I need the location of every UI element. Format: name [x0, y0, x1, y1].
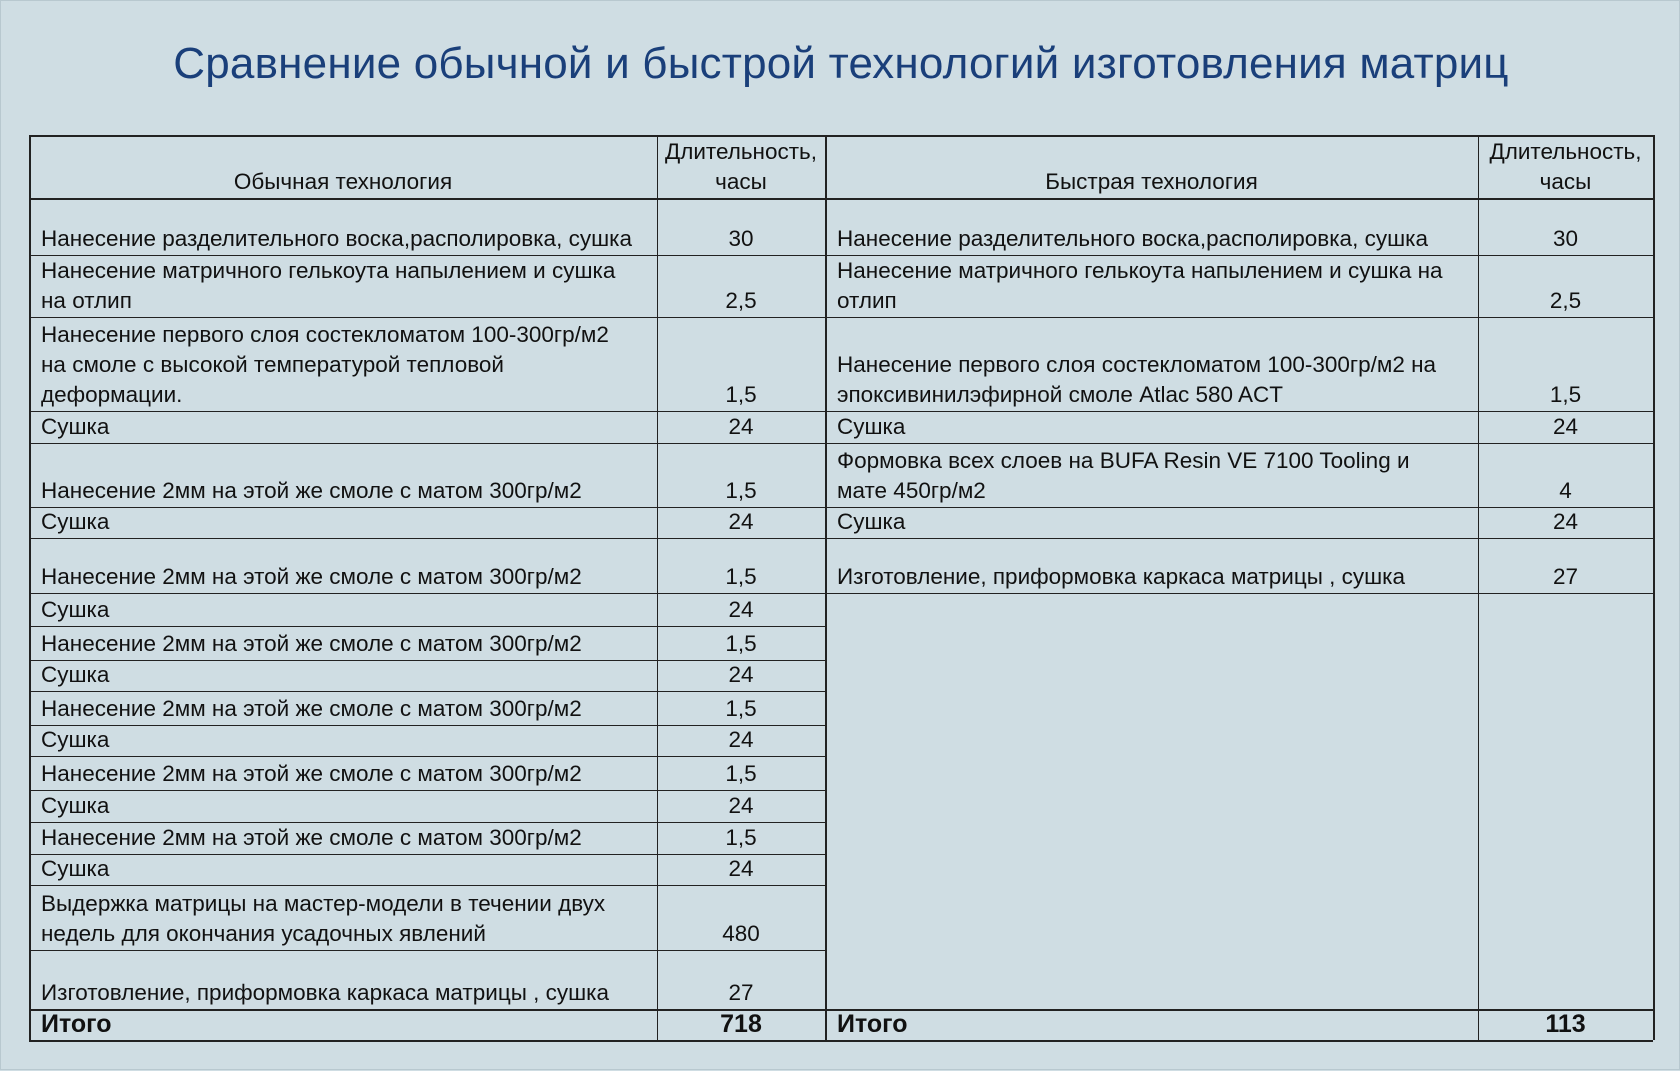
header-regular-technology: Обычная технология [233, 169, 453, 194]
fast-step: Нанесение разделительного воска,располировка, сушка [837, 226, 1428, 251]
header-duration-regular: Длительность, часы [664, 139, 818, 194]
table-rule [825, 593, 1653, 594]
regular-hours: 24 [728, 662, 754, 687]
regular-hours: 2,5 [725, 288, 757, 313]
table-rule [825, 411, 1653, 412]
regular-total-label: Итого [41, 1010, 112, 1038]
regular-step: Сушка [41, 597, 110, 622]
regular-step: Нанесение матричного гелькоута напылением и сушка на отлип [41, 258, 616, 313]
regular-hours: 1,5 [725, 631, 757, 656]
regular-step: Сушка [41, 414, 110, 439]
table-middle-rule [825, 135, 827, 1040]
regular-hours: 24 [728, 509, 754, 534]
regular-hours: 24 [728, 793, 754, 818]
fast-hours: 24 [1552, 414, 1579, 439]
fast-hours: 4 [1559, 478, 1572, 503]
regular-hours: 24 [728, 856, 754, 881]
regular-step: Сушка [41, 793, 110, 818]
regular-step: Нанесение первого слоя состекломатом 100-300гр/м2 на смоле с высокой температурой тепловой деформации. [41, 322, 609, 407]
fast-step: Нанесение первого слоя состекломатом 100-300гр/м2 на эпоксивинилэфирной смоле Atlac 580 ACT [837, 352, 1437, 407]
header-bottom-rule [29, 198, 1653, 200]
regular-hours: 30 [728, 226, 754, 251]
table-rule [29, 411, 825, 412]
table-rule [825, 507, 1653, 508]
column-rule [657, 135, 658, 1040]
fast-total-value: 113 [1545, 1010, 1586, 1038]
comparison-table [1, 1, 1680, 1071]
table-bottom-rule [29, 1040, 1653, 1042]
regular-hours: 1,5 [725, 478, 757, 503]
table-rule [825, 443, 1653, 444]
table-rule [825, 255, 1653, 256]
regular-hours: 1,5 [725, 382, 757, 407]
fast-hours: 27 [1552, 564, 1579, 589]
regular-hours: 1,5 [725, 825, 757, 850]
table-rule [29, 790, 825, 791]
fast-hours: 24 [1552, 509, 1579, 534]
fast-step: Изготовление, приформовка каркаса матрицы , сушка [837, 564, 1406, 589]
table-rule [29, 725, 825, 726]
table-rule [825, 538, 1653, 539]
table-rule [29, 885, 825, 886]
fast-hours: 1,5 [1549, 382, 1582, 407]
regular-hours: 1,5 [725, 696, 757, 721]
table-rule [29, 691, 825, 692]
header-fast-technology: Быстрая технология [1045, 169, 1258, 194]
fast-step: Сушка [837, 414, 906, 439]
table-rule [29, 538, 825, 539]
regular-step: Изготовление, приформовка каркаса матрицы , сушка [41, 980, 610, 1005]
table-rule [29, 593, 825, 594]
regular-step: Нанесение 2мм на этой же смоле с матом 300гр/м2 [41, 696, 582, 721]
column-rule [1478, 135, 1479, 1040]
regular-hours: 24 [728, 597, 754, 622]
regular-step: Нанесение 2мм на этой же смоле с матом 300гр/м2 [41, 564, 582, 589]
fast-step: Сушка [837, 509, 906, 534]
fast-hours: 2,5 [1549, 288, 1582, 313]
table-rule [29, 822, 825, 823]
regular-step: Сушка [41, 727, 110, 752]
regular-hours: 24 [728, 414, 754, 439]
regular-step: Сушка [41, 856, 110, 881]
regular-step: Нанесение 2мм на этой же смоле с матом 300гр/м2 [41, 825, 582, 850]
regular-step: Нанесение 2мм на этой же смоле с матом 300гр/м2 [41, 631, 582, 656]
slide-title: Сравнение обычной и быстрой технологий изготовления матриц [173, 39, 1509, 88]
fast-step: Формовка всех слоев на BUFA Resin VE 7100 Tooling и мате 450гр/м2 [837, 448, 1410, 503]
regular-step: Нанесение 2мм на этой же смоле с матом 300гр/м2 [41, 478, 582, 503]
regular-step: Сушка [41, 662, 110, 687]
regular-hours: 24 [728, 727, 754, 752]
regular-hours: 1,5 [725, 761, 757, 786]
table-rule [29, 756, 825, 757]
table-rule [29, 950, 825, 951]
fast-step: Нанесение матричного гелькоута напылением и сушка на отлип [837, 258, 1443, 313]
table-rule [29, 317, 825, 318]
regular-step: Сушка [41, 509, 110, 534]
table-top-rule [29, 135, 1653, 137]
fast-total-label: Итого [837, 1010, 908, 1038]
table-left-rule [29, 135, 31, 1040]
header-duration-fast: Длительность, часы [1489, 139, 1642, 194]
totals-top-rule [29, 1009, 1653, 1011]
table-rule [29, 660, 825, 661]
table-rule [29, 443, 825, 444]
table-rule [29, 507, 825, 508]
fast-hours: 30 [1552, 226, 1579, 251]
regular-step: Нанесение разделительного воска,располировка, сушка [41, 226, 632, 251]
table-rule [29, 255, 825, 256]
table-rule [29, 626, 825, 627]
regular-total-value: 718 [720, 1010, 762, 1038]
table-rule [29, 854, 825, 855]
regular-step: Нанесение 2мм на этой же смоле с матом 300гр/м2 [41, 761, 582, 786]
table-right-rule [1653, 135, 1655, 1040]
regular-hours: 27 [728, 980, 754, 1005]
regular-hours: 480 [722, 921, 760, 946]
table-rule [825, 317, 1653, 318]
regular-step: Выдержка матрицы на мастер-модели в течении двух недель для окончания усадочных явлений [41, 891, 606, 946]
regular-hours: 1,5 [725, 564, 757, 589]
